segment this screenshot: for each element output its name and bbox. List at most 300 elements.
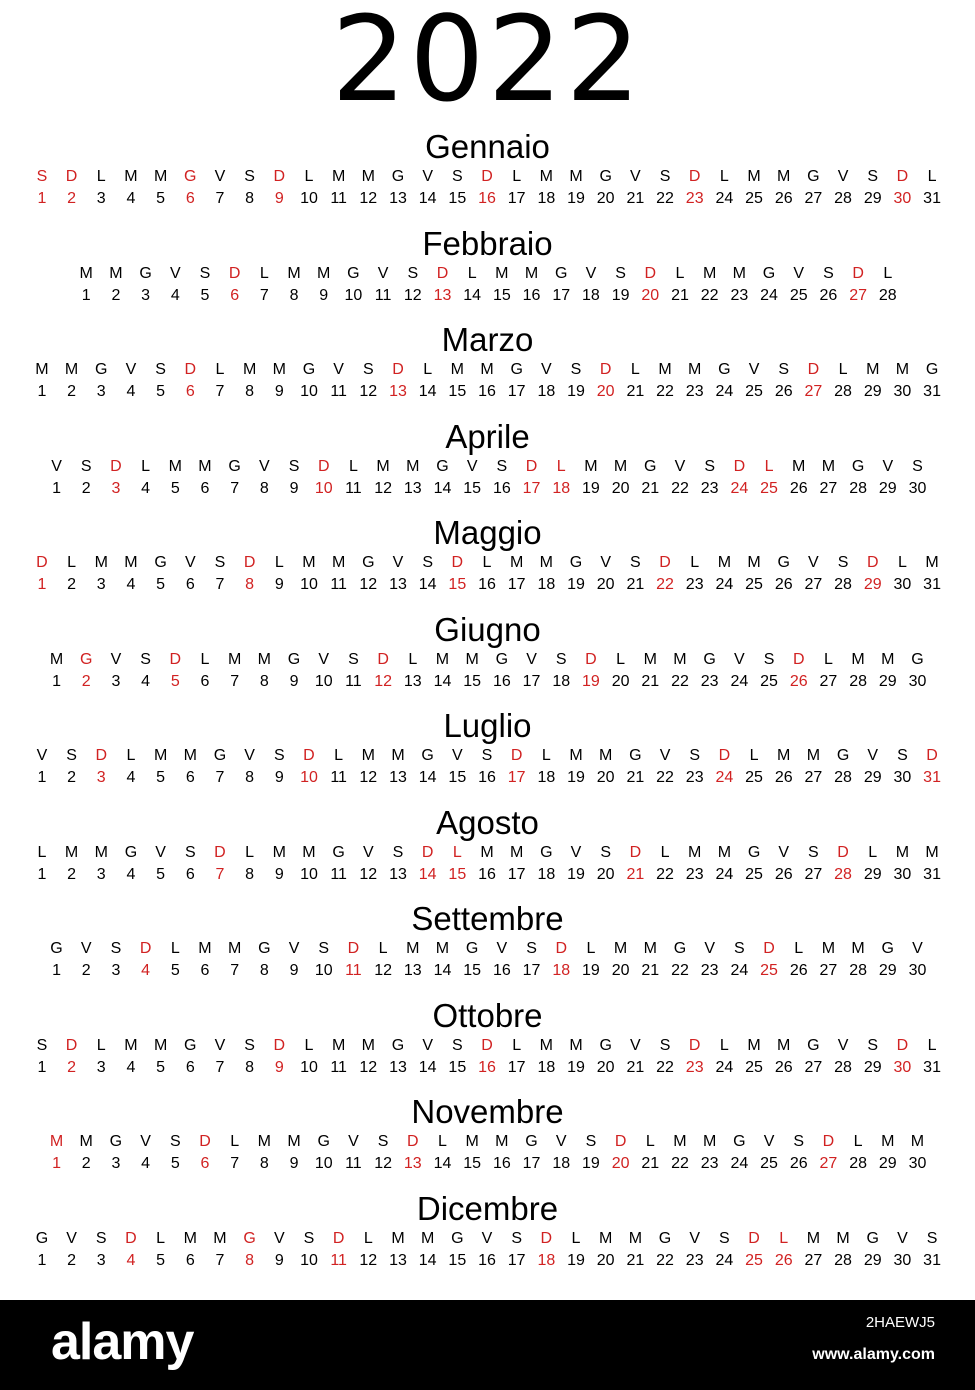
day-cell bbox=[650, 1228, 680, 1272]
day-cell bbox=[309, 649, 339, 693]
weekday-letter: S bbox=[570, 361, 582, 378]
day-number: 16 bbox=[478, 769, 496, 786]
day-cell bbox=[532, 552, 562, 596]
day-cell bbox=[116, 745, 146, 789]
day-number: 8 bbox=[259, 962, 269, 979]
day-number: 13 bbox=[389, 865, 407, 883]
weekday-letter: D bbox=[510, 747, 523, 764]
day-number: 28 bbox=[834, 769, 852, 786]
day-number: 31 bbox=[923, 576, 941, 593]
day-number: 15 bbox=[463, 479, 482, 497]
day-number: 15 bbox=[448, 190, 467, 207]
weekday-letter: D bbox=[36, 554, 48, 571]
day-number: 9 bbox=[289, 1155, 299, 1172]
day-number: 14 bbox=[418, 1251, 437, 1269]
weekday-letter: D bbox=[436, 264, 449, 282]
day-cell bbox=[353, 552, 383, 596]
day-cell bbox=[769, 1228, 799, 1272]
day-cell bbox=[457, 1131, 487, 1175]
weekday-letter: S bbox=[823, 264, 834, 282]
weekday-letter: G bbox=[540, 843, 553, 861]
day-cell bbox=[725, 1131, 755, 1175]
weekday-letter: V bbox=[422, 1036, 433, 1054]
day-number: 22 bbox=[656, 1251, 674, 1269]
day-number: 24 bbox=[715, 1058, 734, 1076]
day-number: 9 bbox=[274, 190, 284, 207]
day-cell bbox=[903, 649, 933, 693]
day-number: 11 bbox=[330, 769, 347, 786]
weekday-letter: M bbox=[331, 1036, 346, 1054]
day-cell bbox=[250, 938, 280, 982]
day-cell bbox=[635, 938, 665, 982]
day-number: 23 bbox=[730, 286, 749, 304]
day-number: 10 bbox=[314, 1155, 333, 1172]
day-cell bbox=[457, 456, 487, 500]
day-number: 11 bbox=[330, 1251, 347, 1269]
day-number: 5 bbox=[156, 1251, 166, 1269]
day-cell bbox=[828, 1035, 858, 1079]
day-cell bbox=[710, 1228, 740, 1272]
day-cell bbox=[725, 649, 755, 693]
weekday-letter: S bbox=[763, 650, 775, 668]
day-cell bbox=[383, 166, 413, 210]
month-name: Gennaio bbox=[425, 128, 550, 165]
month-name: Maggio bbox=[433, 514, 542, 551]
day-cell bbox=[160, 649, 190, 693]
day-cell bbox=[725, 938, 755, 982]
weekday-letter: M bbox=[198, 457, 212, 475]
weekday-letter: D bbox=[169, 650, 182, 668]
weekday-letter: D bbox=[599, 361, 612, 378]
day-number: 24 bbox=[715, 190, 734, 207]
day-cell bbox=[635, 456, 665, 500]
day-number: 2 bbox=[81, 672, 91, 690]
day-row bbox=[27, 842, 947, 886]
day-cell bbox=[695, 938, 725, 982]
day-number: 26 bbox=[774, 383, 793, 400]
day-cell bbox=[784, 649, 814, 693]
weekday-letter: V bbox=[110, 650, 122, 668]
day-number: 8 bbox=[245, 1251, 255, 1269]
day-number: 1 bbox=[52, 962, 61, 979]
weekday-letter: M bbox=[257, 650, 271, 668]
day-cell bbox=[621, 552, 651, 596]
day-number: 14 bbox=[418, 576, 437, 593]
day-cell bbox=[784, 456, 814, 500]
weekday-letter: M bbox=[376, 457, 390, 475]
day-number: 7 bbox=[230, 962, 240, 979]
day-cell bbox=[784, 1131, 814, 1175]
weekday-letter: G bbox=[184, 168, 197, 185]
weekday-letter: L bbox=[927, 168, 937, 185]
weekday-letter: D bbox=[688, 1036, 701, 1054]
day-cell bbox=[205, 552, 235, 596]
day-cell bbox=[739, 745, 769, 789]
weekday-letter: M bbox=[539, 554, 553, 571]
weekday-letter: S bbox=[155, 361, 166, 378]
day-row bbox=[27, 359, 947, 403]
day-cell bbox=[175, 359, 205, 403]
weekday-letter: M bbox=[153, 747, 168, 764]
weekday-letter: V bbox=[837, 1036, 849, 1054]
weekday-letter: G bbox=[658, 1229, 672, 1247]
weekday-letter: V bbox=[867, 747, 879, 764]
day-cell bbox=[472, 552, 502, 596]
day-number: 27 bbox=[804, 190, 823, 207]
day-number: 31 bbox=[923, 865, 941, 883]
brand-logo: alamy bbox=[51, 1313, 194, 1371]
weekday-letter: M bbox=[94, 843, 108, 861]
day-number: 25 bbox=[745, 383, 763, 400]
weekday-letter: V bbox=[704, 940, 715, 957]
day-cell bbox=[442, 1228, 472, 1272]
day-cell bbox=[888, 359, 918, 403]
day-cell bbox=[739, 1228, 769, 1272]
month-name: Aprile bbox=[445, 417, 530, 455]
day-cell bbox=[621, 166, 651, 210]
day-number: 7 bbox=[215, 190, 225, 207]
weekday-letter: S bbox=[481, 747, 493, 764]
day-number: 10 bbox=[344, 286, 363, 304]
day-number: 5 bbox=[156, 383, 166, 400]
day-number: 20 bbox=[596, 865, 615, 883]
weekday-letter: L bbox=[660, 843, 670, 861]
day-number: 8 bbox=[259, 1155, 269, 1172]
day-number: 23 bbox=[700, 672, 719, 690]
weekday-letter: S bbox=[140, 650, 151, 668]
weekday-letter: V bbox=[630, 168, 641, 185]
day-cell bbox=[57, 745, 87, 789]
day-cell bbox=[621, 745, 651, 789]
day-number: 26 bbox=[789, 962, 808, 979]
day-cell bbox=[888, 166, 918, 210]
weekday-letter: D bbox=[585, 650, 597, 668]
day-cell bbox=[917, 842, 947, 886]
day-cell bbox=[294, 1228, 324, 1272]
weekday-letter: M bbox=[895, 361, 910, 378]
day-number: 3 bbox=[141, 286, 151, 304]
day-cell bbox=[814, 938, 844, 982]
day-number: 13 bbox=[389, 1251, 407, 1269]
day-cell bbox=[828, 359, 858, 403]
day-cell bbox=[561, 552, 591, 596]
day-row bbox=[27, 745, 947, 789]
day-number: 22 bbox=[656, 769, 674, 786]
day-number: 18 bbox=[552, 1155, 571, 1172]
day-number: 25 bbox=[745, 769, 763, 786]
weekday-letter: G bbox=[525, 1133, 538, 1150]
day-cell bbox=[472, 359, 502, 403]
weekday-letter: S bbox=[362, 361, 374, 378]
day-number: 17 bbox=[507, 769, 526, 786]
weekday-letter: D bbox=[317, 457, 330, 475]
day-cell bbox=[650, 359, 680, 403]
day-cell bbox=[175, 842, 205, 886]
weekday-letter: V bbox=[674, 457, 686, 475]
weekday-letter: M bbox=[35, 361, 49, 378]
day-cell bbox=[205, 1228, 235, 1272]
weekday-letter: V bbox=[273, 1229, 285, 1247]
day-cell bbox=[428, 938, 458, 982]
day-cell bbox=[725, 263, 755, 307]
day-cell bbox=[220, 456, 250, 500]
day-cell bbox=[635, 649, 665, 693]
day-cell bbox=[769, 842, 799, 886]
day-number: 27 bbox=[804, 1251, 823, 1269]
weekday-letter: M bbox=[777, 168, 791, 185]
day-cell bbox=[27, 166, 57, 210]
day-cell bbox=[71, 649, 101, 693]
day-number: 11 bbox=[345, 962, 362, 979]
day-cell bbox=[413, 842, 443, 886]
day-number: 20 bbox=[611, 672, 630, 690]
day-number: 23 bbox=[700, 1155, 719, 1172]
weekday-letter: M bbox=[821, 457, 836, 475]
day-number: 15 bbox=[448, 576, 467, 593]
day-number: 1 bbox=[37, 576, 47, 593]
weekday-letter: M bbox=[569, 747, 583, 764]
day-cell bbox=[324, 745, 354, 789]
weekday-letter: L bbox=[541, 747, 551, 764]
day-cell bbox=[457, 649, 487, 693]
weekday-letter: M bbox=[450, 361, 464, 378]
day-number: 16 bbox=[478, 383, 496, 400]
day-cell bbox=[146, 1228, 176, 1272]
day-cell bbox=[324, 552, 354, 596]
weekday-letter: M bbox=[792, 457, 806, 475]
day-number: 27 bbox=[804, 383, 823, 400]
weekday-letter: M bbox=[361, 1036, 375, 1054]
day-number: 11 bbox=[345, 479, 362, 497]
day-number: 2 bbox=[67, 865, 77, 883]
day-number: 30 bbox=[893, 576, 912, 593]
weekday-letter: L bbox=[512, 168, 522, 185]
weekday-letter: M bbox=[406, 940, 420, 957]
day-number: 22 bbox=[671, 962, 689, 979]
weekday-letter: L bbox=[245, 843, 255, 861]
day-cell bbox=[131, 1131, 161, 1175]
day-number: 20 bbox=[596, 1251, 615, 1269]
day-cell bbox=[101, 456, 131, 500]
weekday-letter: M bbox=[79, 1133, 93, 1150]
day-number: 17 bbox=[507, 1251, 526, 1269]
day-number: 19 bbox=[582, 962, 600, 979]
day-cell bbox=[116, 1035, 146, 1079]
day-cell bbox=[279, 456, 309, 500]
day-number: 26 bbox=[774, 865, 793, 883]
day-cell bbox=[383, 745, 413, 789]
day-number: 8 bbox=[259, 479, 269, 497]
day-number: 13 bbox=[389, 1058, 407, 1076]
day-number: 16 bbox=[492, 1155, 511, 1172]
day-cell bbox=[532, 166, 562, 210]
day-number: 5 bbox=[156, 769, 166, 786]
day-cell bbox=[42, 1131, 72, 1175]
weekday-letter: M bbox=[183, 747, 197, 764]
day-cell bbox=[917, 1035, 947, 1079]
image-id: 2HAEWJ5 bbox=[865, 1314, 935, 1331]
day-cell bbox=[442, 1035, 472, 1079]
day-cell bbox=[502, 842, 532, 886]
day-number: 5 bbox=[156, 576, 166, 593]
weekday-letter: D bbox=[718, 747, 731, 764]
day-number: 27 bbox=[819, 672, 838, 690]
day-cell bbox=[42, 649, 72, 693]
day-cell bbox=[353, 1035, 383, 1079]
weekday-letter: G bbox=[644, 457, 657, 475]
day-number: 2 bbox=[111, 286, 121, 304]
day-number: 12 bbox=[374, 479, 392, 497]
day-number: 24 bbox=[715, 383, 734, 400]
weekday-letter: G bbox=[807, 1036, 820, 1054]
day-cell bbox=[27, 1228, 57, 1272]
day-number: 14 bbox=[463, 286, 482, 304]
weekday-letter: V bbox=[778, 843, 790, 861]
day-cell bbox=[591, 842, 621, 886]
day-cell bbox=[769, 745, 799, 789]
weekday-letter: S bbox=[867, 1036, 879, 1054]
day-cell bbox=[784, 263, 814, 307]
day-number: 6 bbox=[200, 962, 210, 979]
weekday-letter: L bbox=[348, 457, 358, 475]
day-number: 21 bbox=[626, 1058, 645, 1076]
weekday-letter: S bbox=[273, 747, 285, 764]
day-number: 7 bbox=[215, 1251, 225, 1269]
day-cell bbox=[769, 359, 799, 403]
day-number: 21 bbox=[626, 769, 645, 786]
day-cell bbox=[279, 263, 309, 307]
day-cell bbox=[546, 263, 576, 307]
weekday-letter: L bbox=[96, 168, 106, 185]
day-number: 15 bbox=[492, 286, 511, 304]
month-block bbox=[0, 900, 975, 997]
weekday-letter: M bbox=[109, 264, 123, 282]
weekday-letter: V bbox=[763, 1133, 775, 1150]
day-cell bbox=[413, 745, 443, 789]
day-cell bbox=[635, 263, 665, 307]
day-number: 24 bbox=[730, 479, 749, 497]
day-number: 1 bbox=[37, 190, 47, 207]
weekday-letter: G bbox=[124, 843, 138, 861]
weekday-letter: L bbox=[838, 361, 848, 378]
month-block bbox=[0, 997, 975, 1094]
day-cell bbox=[487, 649, 517, 693]
day-cell bbox=[309, 263, 339, 307]
day-number: 22 bbox=[671, 1155, 689, 1172]
day-cell bbox=[784, 938, 814, 982]
weekday-letter: S bbox=[110, 940, 122, 957]
day-row bbox=[27, 938, 947, 982]
day-cell bbox=[843, 1131, 873, 1175]
day-number: 1 bbox=[52, 1155, 61, 1172]
weekday-letter: S bbox=[808, 843, 819, 861]
weekday-letter: L bbox=[170, 940, 180, 957]
day-cell bbox=[591, 552, 621, 596]
day-cell bbox=[561, 1035, 591, 1079]
day-cell bbox=[561, 1228, 591, 1272]
weekday-letter: S bbox=[659, 1036, 671, 1054]
day-number: 18 bbox=[552, 962, 571, 979]
day-number: 15 bbox=[448, 769, 467, 786]
weekday-letter: D bbox=[125, 1229, 137, 1247]
weekday-letter: M bbox=[673, 650, 687, 668]
day-cell bbox=[398, 938, 428, 982]
day-cell bbox=[175, 552, 205, 596]
day-cell bbox=[754, 649, 784, 693]
day-cell bbox=[57, 842, 87, 886]
weekday-letter: S bbox=[511, 1229, 522, 1247]
weekday-letter: L bbox=[467, 264, 477, 282]
weekday-letter: M bbox=[213, 1229, 227, 1247]
weekday-letter: S bbox=[778, 361, 790, 378]
day-cell bbox=[205, 359, 235, 403]
weekday-letter: S bbox=[244, 168, 255, 185]
day-number: 14 bbox=[418, 865, 437, 883]
day-cell bbox=[502, 1228, 532, 1272]
day-cell bbox=[368, 649, 398, 693]
weekday-letter: M bbox=[272, 843, 286, 861]
day-cell bbox=[843, 456, 873, 500]
day-number: 8 bbox=[259, 672, 269, 690]
day-cell bbox=[146, 552, 176, 596]
day-number: 12 bbox=[359, 190, 378, 207]
weekday-letter: D bbox=[748, 1229, 760, 1247]
weekday-letter: M bbox=[94, 554, 108, 571]
weekday-letter: S bbox=[867, 168, 879, 185]
day-number: 10 bbox=[314, 962, 333, 979]
day-number: 26 bbox=[789, 672, 808, 690]
weekday-letter: D bbox=[139, 940, 152, 957]
day-cell bbox=[561, 359, 591, 403]
day-number: 7 bbox=[230, 1155, 240, 1172]
day-number: 27 bbox=[804, 865, 823, 883]
day-cell bbox=[264, 359, 294, 403]
weekday-letter: L bbox=[452, 843, 462, 861]
day-number: 22 bbox=[656, 1058, 674, 1076]
day-cell bbox=[888, 552, 918, 596]
day-number: 22 bbox=[656, 383, 674, 400]
day-number: 24 bbox=[715, 769, 734, 786]
weekday-letter: S bbox=[377, 1133, 389, 1150]
weekday-letter: L bbox=[215, 361, 225, 378]
day-cell bbox=[309, 1131, 339, 1175]
day-number: 6 bbox=[230, 286, 240, 304]
day-cell bbox=[843, 938, 873, 982]
day-cell bbox=[146, 842, 176, 886]
day-number: 28 bbox=[834, 576, 852, 593]
day-cell bbox=[250, 1131, 280, 1175]
weekday-letter: V bbox=[333, 361, 344, 378]
weekday-letter: L bbox=[37, 843, 47, 861]
weekday-letter: M bbox=[777, 1036, 791, 1054]
day-cell bbox=[858, 359, 888, 403]
day-cell bbox=[532, 1228, 562, 1272]
day-cell bbox=[71, 263, 101, 307]
weekday-letter: L bbox=[334, 747, 344, 764]
weekday-letter: M bbox=[287, 264, 301, 282]
day-cell bbox=[27, 1035, 57, 1079]
weekday-letter: G bbox=[184, 1036, 197, 1054]
day-cell bbox=[695, 1131, 725, 1175]
day-cell bbox=[680, 1228, 710, 1272]
day-number: 27 bbox=[804, 769, 823, 786]
day-number: 8 bbox=[245, 865, 255, 883]
day-number: 21 bbox=[626, 383, 645, 400]
weekday-letter: M bbox=[925, 554, 939, 571]
weekday-letter: M bbox=[628, 1229, 643, 1247]
day-number: 24 bbox=[715, 1251, 734, 1269]
day-number: 21 bbox=[641, 962, 660, 979]
